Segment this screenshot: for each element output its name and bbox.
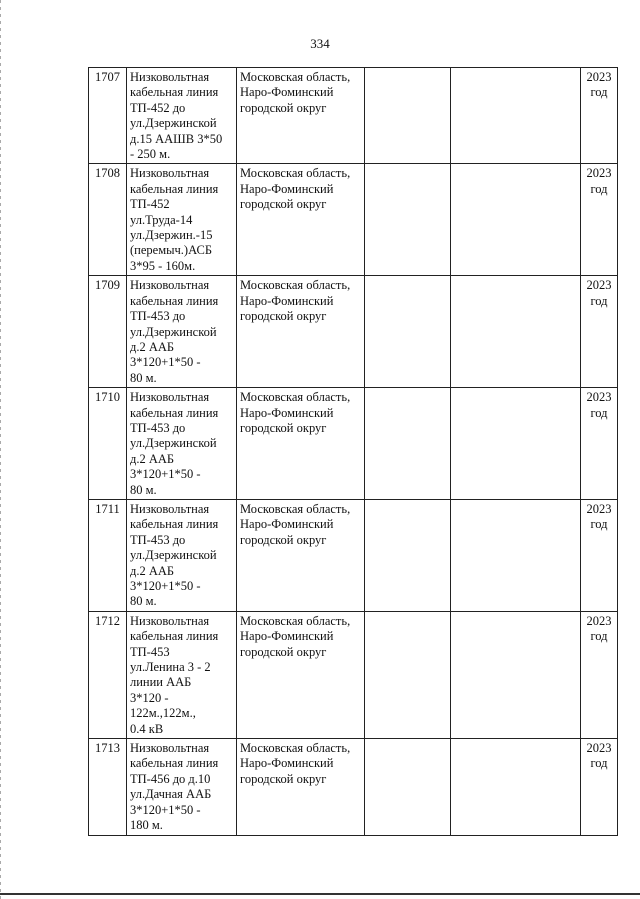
row-empty-cell — [451, 276, 581, 388]
row-name: Низковольтная кабельная линия ТП-453 до ул.Дзержинской д.2 ААБ 3*120+1*50 - 80 м. — [127, 499, 237, 611]
row-empty-cell — [365, 388, 451, 500]
row-address: Московская область, Наро-Фоминский городской округ — [237, 739, 365, 835]
row-empty-cell — [365, 611, 451, 738]
row-number: 1709 — [89, 276, 127, 388]
row-year: 2023 год — [581, 499, 618, 611]
table-row — [89, 388, 618, 500]
table-row — [89, 68, 618, 164]
row-empty-cell — [451, 68, 581, 164]
row-name: Низковольтная кабельная линия ТП-453 до ул.Дзержинской д.2 ААБ 3*120+1*50 - 80 м. — [127, 388, 237, 500]
row-year: 2023 год — [581, 388, 618, 500]
table-row — [89, 739, 618, 835]
row-address: Московская область, Наро-Фоминский городской округ — [237, 388, 365, 500]
row-name: Низковольтная кабельная линия ТП-452 до ул.Дзержинской д.15 ААШВ 3*50 - 250 м. — [127, 68, 237, 164]
row-name: Низковольтная кабельная линия ТП-453 до ул.Дзержинской д.2 ААБ 3*120+1*50 - 80 м. — [127, 276, 237, 388]
row-number: 1710 — [89, 388, 127, 500]
row-empty-cell — [451, 388, 581, 500]
row-empty-cell — [365, 499, 451, 611]
row-address: Московская область, Наро-Фоминский городской округ — [237, 499, 365, 611]
row-number: 1713 — [89, 739, 127, 835]
row-address: Московская область, Наро-Фоминский городской округ — [237, 164, 365, 276]
row-year: 2023 год — [581, 276, 618, 388]
row-empty-cell — [451, 499, 581, 611]
row-number: 1712 — [89, 611, 127, 738]
row-name: Низковольтная кабельная линия ТП-452 ул.Труда-14 ул.Дзержин.-15 (перемыч.)АСБ 3*95 - 160м. — [127, 164, 237, 276]
row-name: Низковольтная кабельная линия ТП-453 ул.Ленина 3 - 2 линии ААБ 3*120 - 122м.,122м., 0.4 кВ — [127, 611, 237, 738]
row-empty-cell — [451, 164, 581, 276]
row-number: 1707 — [89, 68, 127, 164]
row-name: Низковольтная кабельная линия ТП-456 до д.10 ул.Дачная ААБ 3*120+1*50 - 180 м. — [127, 739, 237, 835]
row-empty-cell — [365, 276, 451, 388]
bottom-scan-border — [0, 893, 640, 895]
page-number: 334 — [310, 36, 330, 51]
row-empty-cell — [451, 739, 581, 835]
row-year: 2023 год — [581, 739, 618, 835]
row-address: Московская область, Наро-Фоминский городской округ — [237, 276, 365, 388]
row-year: 2023 год — [581, 68, 618, 164]
row-empty-cell — [365, 68, 451, 164]
table-row — [89, 276, 618, 388]
table-row — [89, 611, 618, 738]
table-row — [89, 164, 618, 276]
row-address: Московская область, Наро-Фоминский городской округ — [237, 68, 365, 164]
table-row — [89, 499, 618, 611]
row-empty-cell — [365, 739, 451, 835]
scan-edge-marks — [0, 0, 1, 899]
row-number: 1708 — [89, 164, 127, 276]
row-empty-cell — [451, 611, 581, 738]
row-empty-cell — [365, 164, 451, 276]
row-year: 2023 год — [581, 164, 618, 276]
cable-lines-table — [88, 67, 618, 836]
row-year: 2023 год — [581, 611, 618, 738]
row-number: 1711 — [89, 499, 127, 611]
row-address: Московская область, Наро-Фоминский городской округ — [237, 611, 365, 738]
